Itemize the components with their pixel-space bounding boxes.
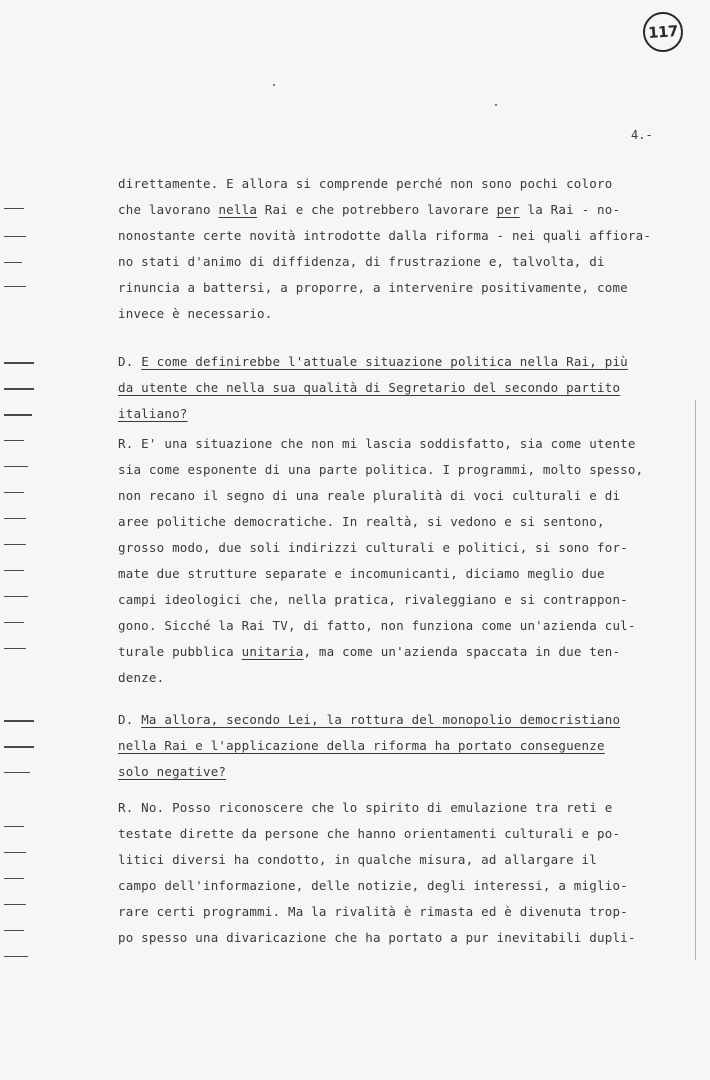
question-prefix: D. [118, 354, 142, 369]
paragraph1-line: invece è necessario. [118, 306, 273, 321]
answer1-line: sia come esponente di una parte politica. I programmi, molto spesso, [118, 462, 644, 477]
question1-line: italiano? [118, 406, 188, 421]
question1-line: da utente che nella sua qualità di Segretario del secondo partito [118, 380, 621, 395]
question2-line: nella Rai e l'applicazione della riforma ha portato conseguenze [118, 738, 605, 753]
answer2-line: testate dirette da persone che hanno orientamenti culturali e po- [118, 826, 621, 841]
left-margin-marks [0, 0, 40, 1080]
answer1-line: grosso modo, due soli indirizzi culturali e politici, si sono for- [118, 540, 628, 555]
answer2-line: rare certi programmi. Ma la rivalità è rimasta ed è divenuta trop- [118, 904, 628, 919]
paragraph1-line: nonostante certe novità introdotte dalla riforma - nei quali affiora- [118, 228, 652, 243]
answer1-line: campi ideologici che, nella pratica, rivaleggiano e si contrappon- [118, 592, 628, 607]
paragraph1-line: che lavorano nella Rai e che potrebbero lavorare per la Rai - no- [118, 202, 621, 217]
question1-line: D. E come definirebbe l'attuale situazione politica nella Rai, più [118, 354, 628, 369]
answer1-line: non recano il segno di una reale pluralità di voci culturali e di [118, 488, 621, 503]
answer1-line: aree politiche democratiche. In realtà, si vedono e si sentono, [118, 514, 605, 529]
paragraph1-line: rinuncia a battersi, a proporre, a intervenire positivamente, come [118, 280, 628, 295]
question2-line: D. Ma allora, secondo Lei, la rottura del monopolio democristiano [118, 712, 621, 727]
paragraph1-line: direttamente. E allora si comprende perché non sono pochi coloro [118, 176, 613, 191]
stamp-number: 117 [647, 21, 679, 43]
scan-speck [495, 104, 497, 106]
answer1-line: mate due strutture separate e incomunicanti, diciamo meglio due [118, 566, 605, 581]
question2-line: solo negative? [118, 764, 227, 779]
answer1-line: turale pubblica unitaria, ma come un'azienda spaccata in due ten- [118, 644, 621, 659]
answer1-line: gono. Sicché la Rai TV, di fatto, non funziona come un'azienda cul- [118, 618, 636, 633]
scan-speck [273, 84, 275, 86]
question-prefix: D. [118, 712, 142, 727]
answer2-line: po spesso una divaricazione che ha portato a pur inevitabili dupli- [118, 930, 636, 945]
answer1-line: R. E' una situazione che non mi lascia soddisfatto, sia come utente [118, 436, 636, 451]
answer2-line: litici diversi ha condotto, in qualche misura, ad allargare il [118, 852, 597, 867]
answer2-line: R. No. Posso riconoscere che lo spirito di emulazione tra reti e [118, 800, 613, 815]
answer1-line: denze. [118, 670, 165, 685]
archive-page-stamp [642, 11, 685, 54]
answer2-line: campo dell'informazione, delle notizie, degli interessi, a miglio- [118, 878, 628, 893]
scan-edge-line [695, 400, 696, 960]
paragraph1-line: no stati d'animo di diffidenza, di frustrazione e, talvolta, di [118, 254, 605, 269]
page-number: 4.- [631, 128, 653, 142]
